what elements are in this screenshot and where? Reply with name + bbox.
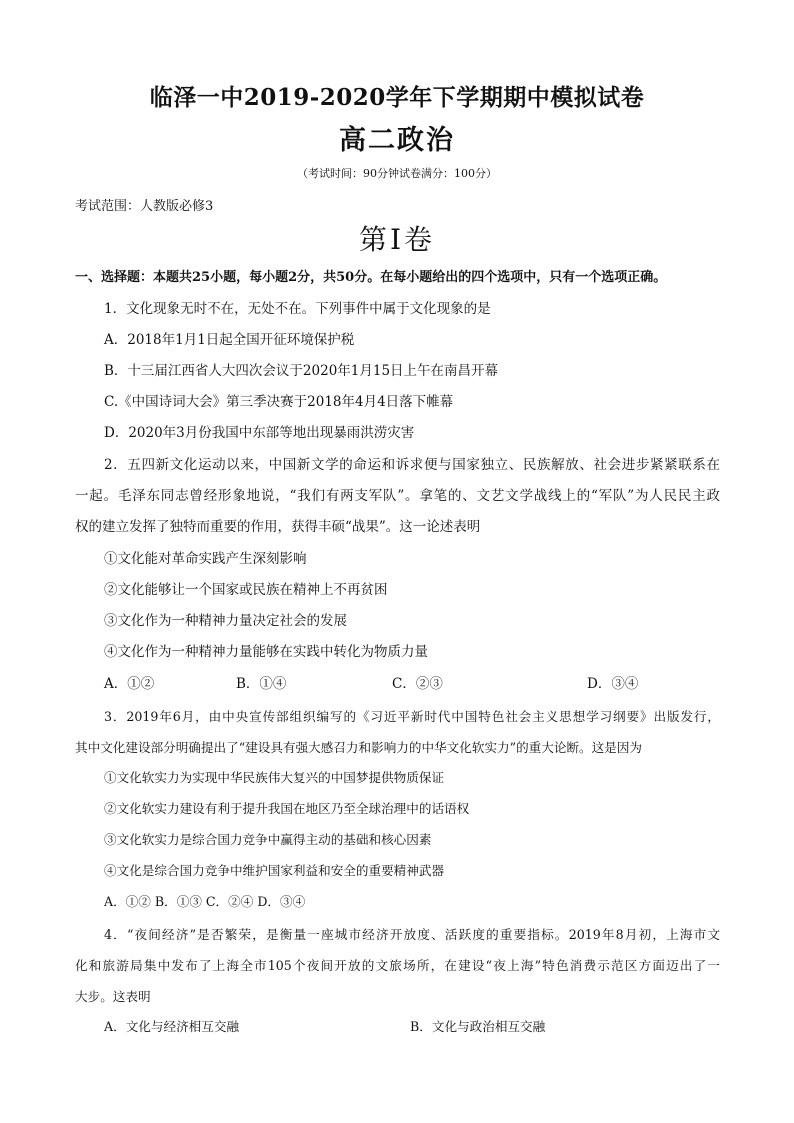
q2-item-3: ③文化作为一种精神力量决定社会的发展 <box>104 613 347 629</box>
q2-option-b: B．①④ <box>236 676 287 692</box>
q2-option-c: C．②③ <box>392 676 443 692</box>
q2-options-row <box>0 678 794 698</box>
q4-stem-line-2: 化和旅游局集中发布了上海全市105个夜间开放的文旅场所，在建设“夜上海”特色消费示范区方面迈出了一 <box>75 958 720 973</box>
q2-option-a: A．①② <box>104 676 155 692</box>
exam-subject: 高二政治 <box>339 125 455 156</box>
q3-item-1: ①文化软实力为实现中华民族伟大复兴的中国梦提供物质保证 <box>104 770 445 785</box>
exam-title: 临泽一中2019-2020学年下学期期中模拟试卷 <box>149 84 645 111</box>
q2-item-4: ④文化作为一种精神力量能够在实践中转化为物质力量 <box>104 644 428 660</box>
q4-option-b: B．文化与政治相互交融 <box>410 1019 546 1034</box>
q2-option-d: D．③④ <box>587 676 639 692</box>
q1-stem: 1．文化现象无时不在，无处不在。下列事件中属于文化现象的是 <box>104 301 491 317</box>
q3-stem-line-2: 其中文化建设部分明确提出了“建设具有强大感召力和影响力的中华文化软实力”的重大论断。这是因为 <box>75 740 643 755</box>
q3-stem-line-1: 3．2019年6月，由中央宣传部组织编写的《习近平新时代中国特色社会主义思想学习纲要》出版发行， <box>104 709 720 724</box>
volume-heading: 第Ⅰ卷 <box>358 223 436 256</box>
q2-item-1: ①文化能对革命实践产生深刻影响 <box>104 551 307 567</box>
q2-stem-line-2: 一起。毛泽东同志曾经形象地说，“我们有两支军队”。拿笔的、文艺文学战线上的“军队”为人民民主政 <box>75 488 720 504</box>
q2-stem-line-1: 2．五四新文化运动以来，中国新文学的命运和诉求便与国家独立、民族解放、社会进步紧紧联系在 <box>104 457 720 473</box>
q2-stem-line-3: 权的建立发挥了独特而重要的作用，获得丰硕“战果”。这一论述表明 <box>75 519 481 535</box>
q4-options-row <box>0 1021 794 1041</box>
q4-stem-line-3: 大步。这表明 <box>75 989 151 1004</box>
q1-option-a: A．2018年1月1日起全国开征环境保护税 <box>104 332 355 348</box>
q4-option-a: A．文化与经济相互交融 <box>104 1019 240 1034</box>
q3-item-2: ②文化软实力建设有利于提升我国在地区乃至全球治理中的话语权 <box>104 801 470 816</box>
q3-item-4: ④文化是综合国力竞争中维护国家利益和安全的重要精神武器 <box>104 863 445 878</box>
q1-option-d: D．2020年3月份我国中东部等地出现暴雨洪涝灾害 <box>104 425 415 441</box>
q4-stem-line-1: 4．“夜间经济”是否繁荣，是衡量一座城市经济开放度、活跃度的重要指标。2019年8月初，上海市文 <box>104 927 720 942</box>
q1-option-b: B．十三届江西省人大四次会议于2020年1月15日上午在南昌开幕 <box>104 363 499 379</box>
q3-options: A．①② B．①③ C．②④ D．③④ <box>104 894 306 909</box>
q1-option-c: C.《中国诗词大会》第三季决赛于2018年4月4日落下帷幕 <box>104 394 454 410</box>
exam-scope: 考试范围：人教版必修3 <box>75 199 214 214</box>
q2-item-2: ②文化能够让一个国家或民族在精神上不再贫困 <box>104 582 388 598</box>
exam-time-info: （考试时间：90分钟试卷满分：100分） <box>297 167 497 180</box>
q3-item-3: ③文化软实力是综合国力竞争中赢得主动的基础和核心因素 <box>104 832 432 847</box>
section-instructions: 一、选择题：本题共25小题，每小题2分，共50分。在每小题给出的四个选项中，只有一个选项正确。 <box>75 270 667 285</box>
